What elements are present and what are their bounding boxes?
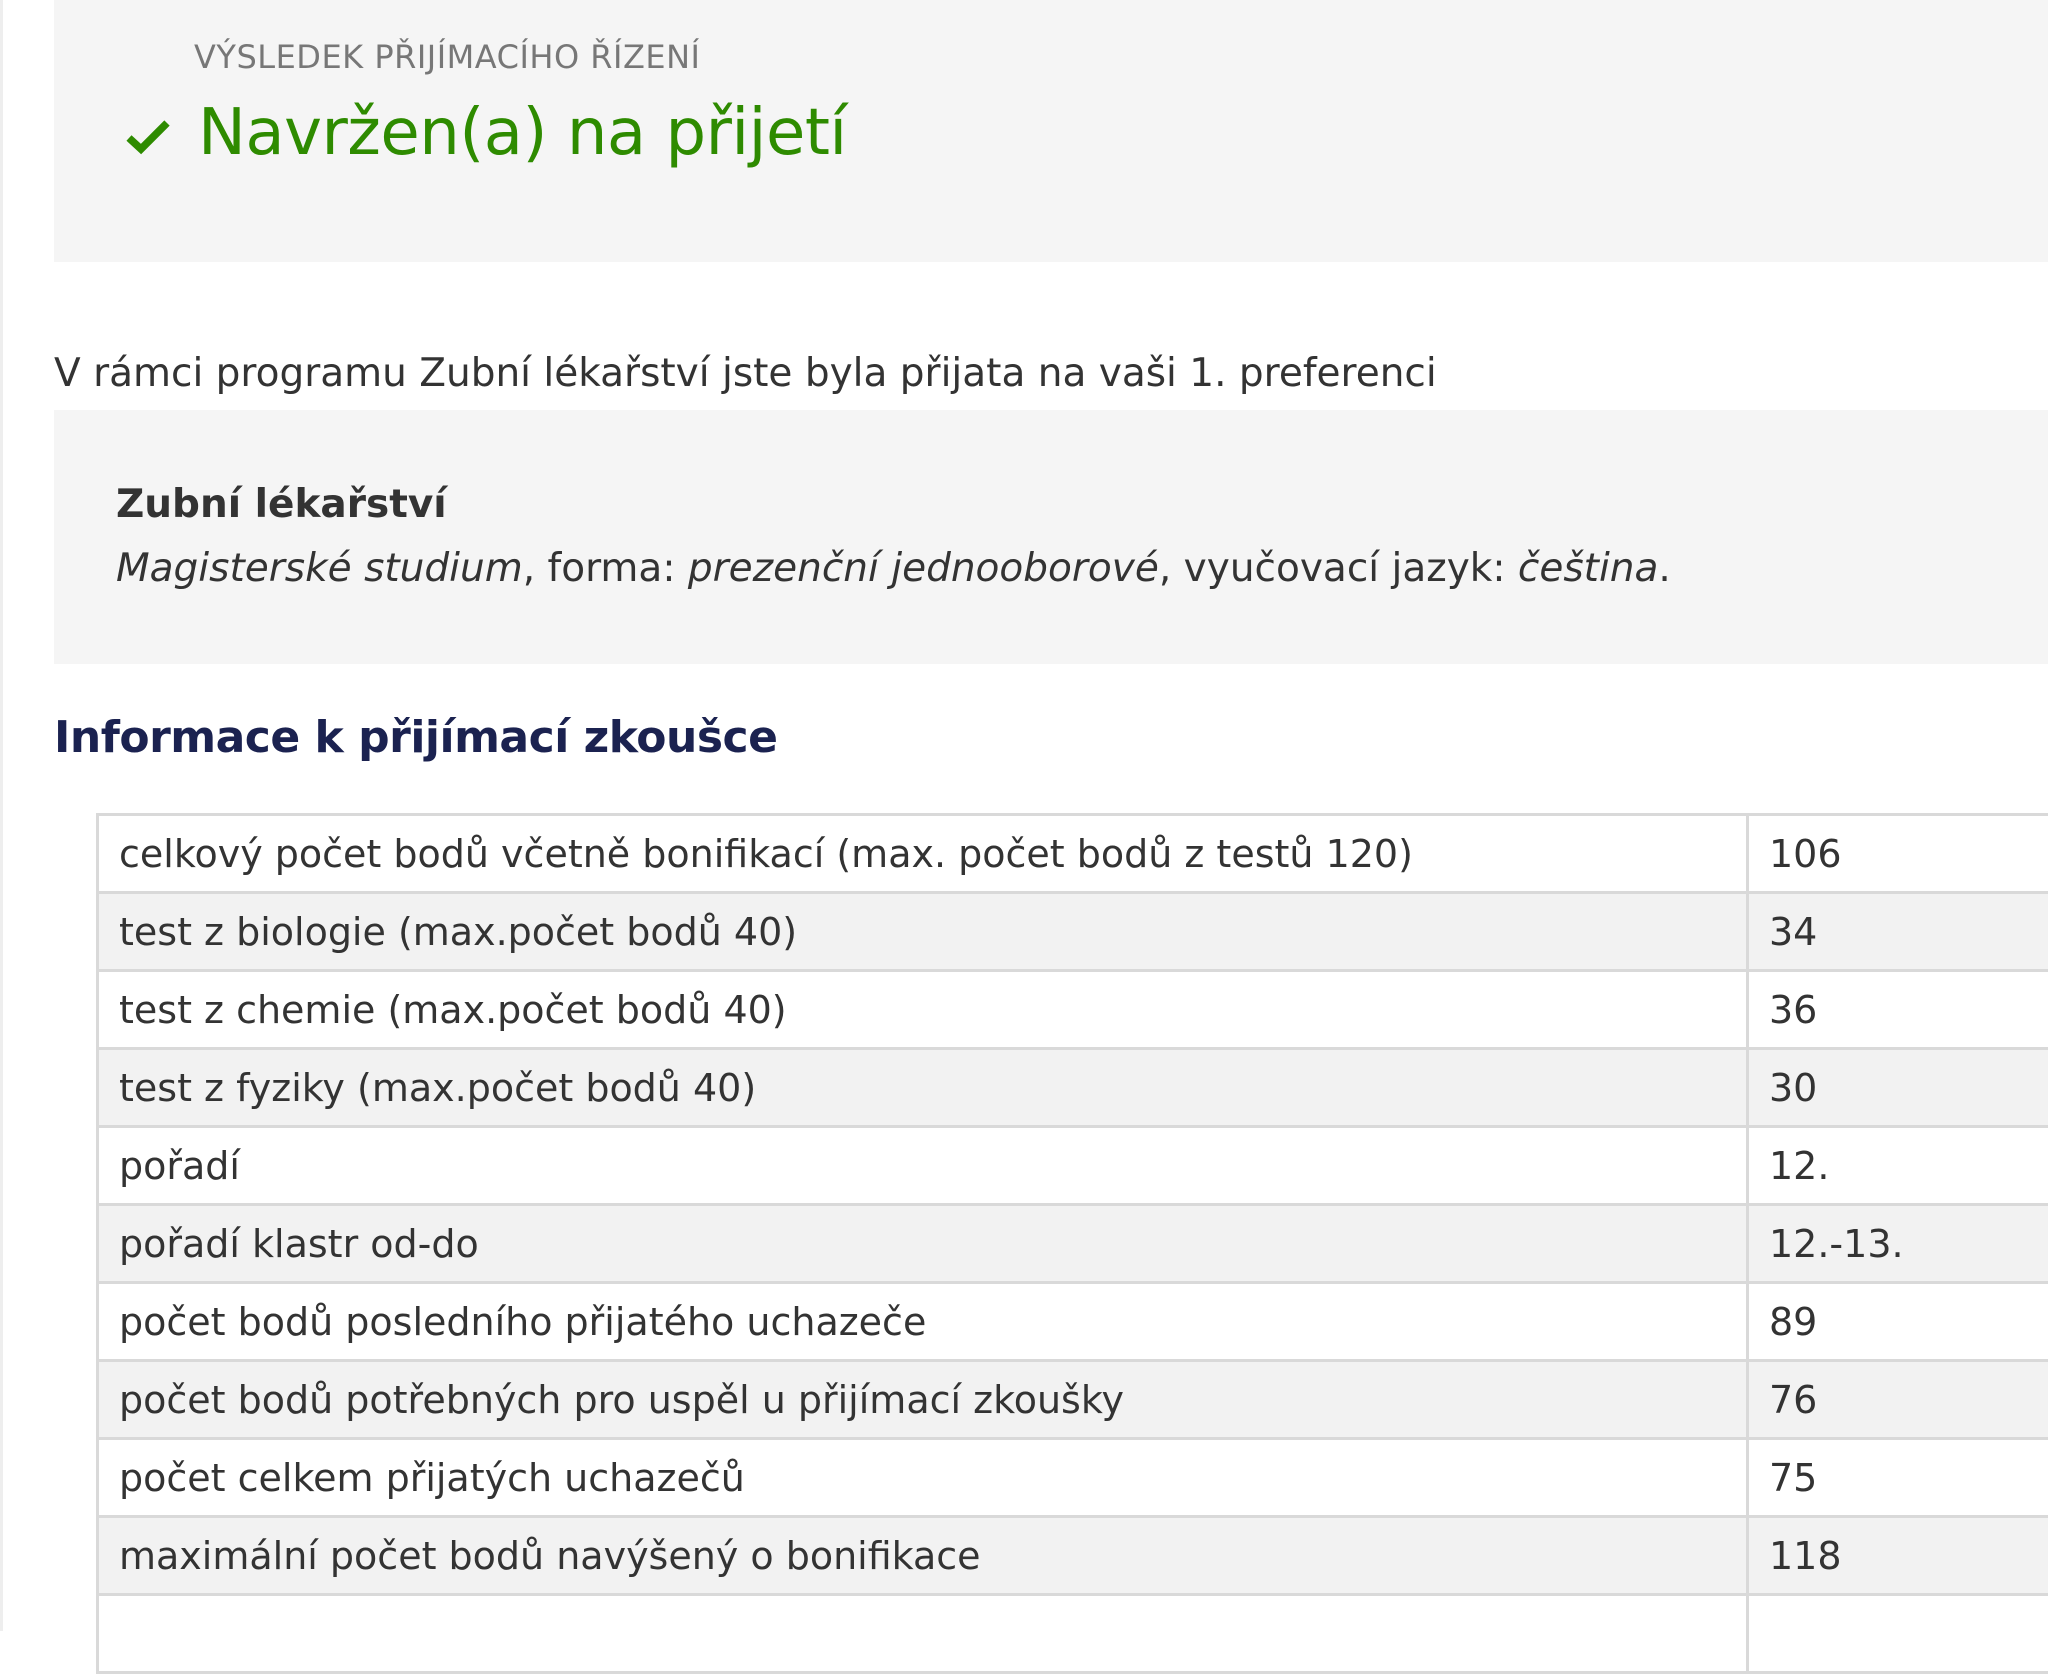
program-panel — [54, 410, 2048, 664]
row-value: 106 — [1748, 815, 2048, 893]
program-language-label: , vyučovací jazyk: — [1159, 546, 1518, 591]
row-label: test z biologie (max.počet bodů 40) — [98, 893, 1748, 971]
row-label: test z chemie (max.počet bodů 40) — [98, 971, 1748, 1049]
table-row — [98, 1205, 2048, 1283]
row-value: 12.-13. — [1748, 1205, 2048, 1283]
row-value: 12. — [1748, 1127, 2048, 1205]
row-value: 34 — [1748, 893, 2048, 971]
table-row — [98, 1439, 2048, 1517]
result-status: Navržen(a) na přijetí — [198, 96, 847, 170]
row-value: 76 — [1748, 1361, 2048, 1439]
program-details-end: . — [1658, 546, 1670, 591]
row-label: test z fyziky (max.počet bodů 40) — [98, 1049, 1748, 1127]
row-label: počet bodů posledního přijatého uchazeče — [98, 1283, 1748, 1361]
row-label: pořadí — [98, 1127, 1748, 1205]
table-row — [98, 1127, 2048, 1205]
admission-note: V rámci programu Zubní lékařství jste byla přijata na vaši 1. preferenci — [54, 351, 1437, 396]
row-value: 36 — [1748, 971, 2048, 1049]
table-row — [98, 971, 2048, 1049]
table-row — [98, 1361, 2048, 1439]
table-row — [98, 1049, 2048, 1127]
page-left-edge — [0, 0, 3, 1631]
row-value — [1748, 1595, 2048, 1673]
table-row — [98, 815, 2048, 893]
table-row — [98, 1283, 2048, 1361]
row-label: celkový počet bodů včetně bonifikací (max. počet bodů z testů 120) — [98, 815, 1748, 893]
row-value: 89 — [1748, 1283, 2048, 1361]
result-caption: VÝSLEDEK PŘIJÍMACÍHO ŘÍZENÍ — [194, 38, 700, 76]
table-row — [98, 1517, 2048, 1595]
row-value: 30 — [1748, 1049, 2048, 1127]
table-row — [98, 893, 2048, 971]
row-label — [98, 1595, 1748, 1673]
row-value: 75 — [1748, 1439, 2048, 1517]
row-label: maximální počet bodů navýšený o bonifikace — [98, 1517, 1748, 1595]
checkmark-icon — [126, 114, 170, 158]
program-language: čeština — [1518, 546, 1659, 591]
row-label: počet bodů potřebných pro uspěl u přijímací zkoušky — [98, 1361, 1748, 1439]
program-details — [116, 546, 1671, 591]
program-form-label: , forma: — [523, 546, 688, 591]
row-label: pořadí klastr od-do — [98, 1205, 1748, 1283]
table-row — [98, 1595, 2048, 1673]
program-form: prezenční jednooborové — [688, 546, 1159, 591]
row-value: 118 — [1748, 1517, 2048, 1595]
exam-info-heading: Informace k přijímací zkoušce — [54, 712, 777, 763]
row-label: počet celkem přijatých uchazečů — [98, 1439, 1748, 1517]
exam-results-table — [96, 813, 2048, 1674]
program-study-type: Magisterské studium — [116, 546, 523, 591]
program-name: Zubní lékařství — [116, 482, 447, 527]
